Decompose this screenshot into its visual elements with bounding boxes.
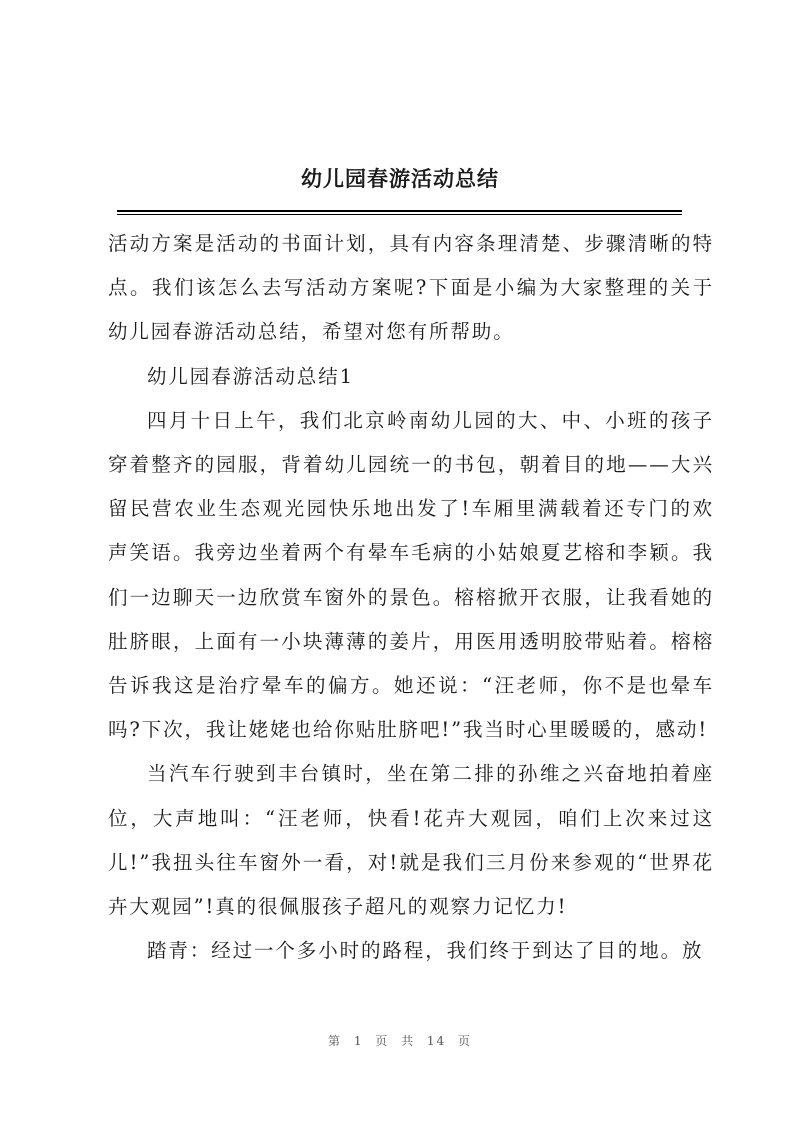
body-paragraph: 当汽车行驶到丰台镇时，坐在第二排的孙维之兴奋地拍着座位，大声地叫：“汪老师，快看!花卉大观园，咱们上次来过这儿!”我扭头往车窗外一看，对!就是我们三月份来参观的“世界花卉大观园”!真的很佩服孩子超凡的观察力记忆力! bbox=[108, 762, 714, 919]
title-divider bbox=[117, 210, 682, 212]
page-number: 第 1 页 共 14 页 bbox=[328, 1034, 472, 1048]
body-paragraph: 踏青：经过一个多小时的路程，我们终于到达了目的地。放 bbox=[147, 939, 704, 963]
document-body bbox=[108, 222, 714, 973]
section-heading: 幼儿园春游活动总结1 bbox=[147, 364, 354, 388]
intro-paragraph: 活动方案是活动的书面计划，具有内容条理清楚、步骤清晰的特点。我们该怎么去写活动方案呢?下面是小编为大家整理的关于幼儿园春游活动总结，希望对您有所帮助。 bbox=[108, 232, 714, 344]
title-divider-thin bbox=[117, 214, 682, 215]
document-title: 幼儿园春游活动总结 bbox=[301, 166, 499, 191]
body-paragraph: 四月十日上午，我们北京岭南幼儿园的大、中、小班的孩子穿着整齐的园服，背着幼儿园统一的书包，朝着目的地——大兴留民营农业生态观光园快乐地出发了!车厢里满载着还专门的欢声笑语。我旁边坐着两个有晕车毛病的小姑娘夏艺榕和李颖。我们一边聊天一边欣赏车窗外的景色。榕榕掀开衣服，让我看她的肚脐眼，上面有一小块薄薄的姜片，用医用透明胶带贴着。榕榕告诉我这是治疗晕车的偏方。她还说：“汪老师，你不是也晕车吗?下次，我让姥姥也给你贴肚脐吧!”我当时心里暖暖的，感动! bbox=[108, 408, 714, 742]
